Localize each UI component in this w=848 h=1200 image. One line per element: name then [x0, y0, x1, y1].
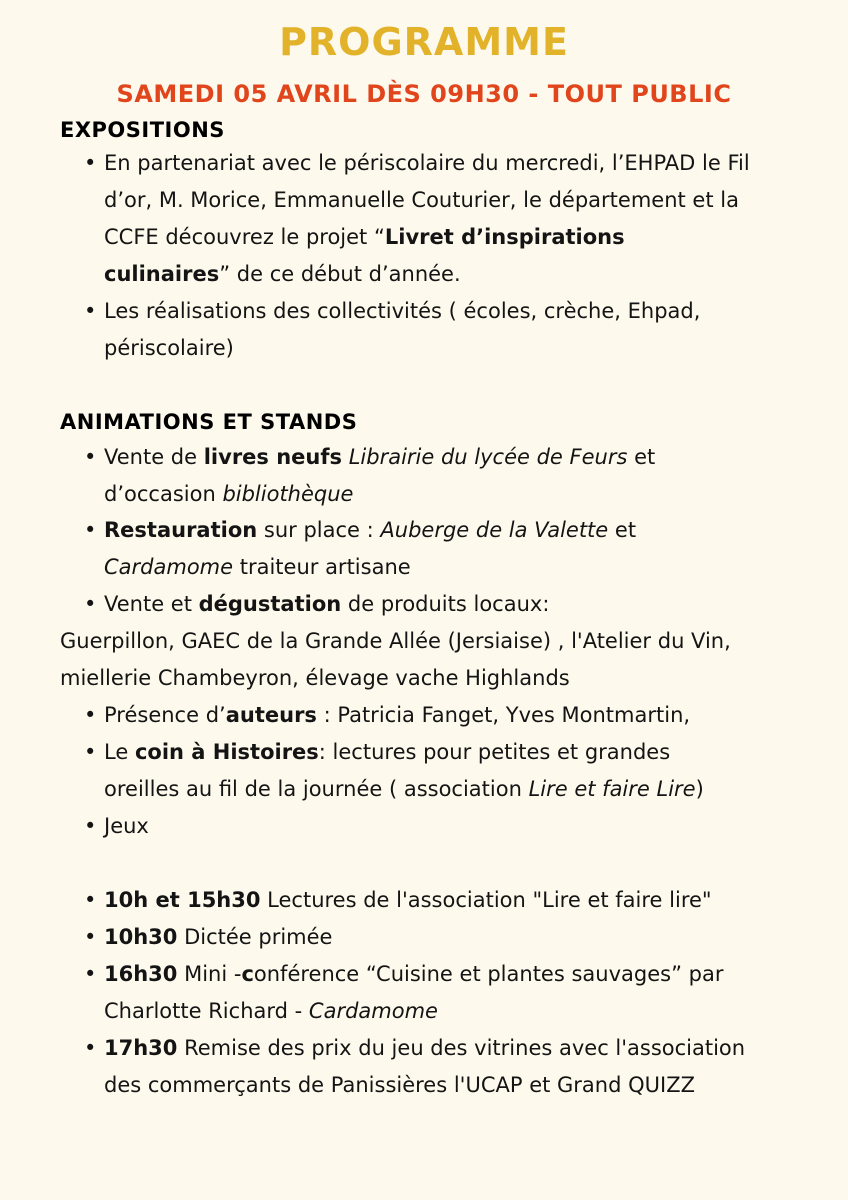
item-text: traiteur artisane — [233, 555, 411, 579]
list-item — [104, 443, 655, 471]
project-name: Livret d’inspirations — [384, 225, 625, 249]
section-heading-animations: ANIMATIONS ET STANDS — [60, 410, 358, 434]
item-text-continued — [104, 223, 625, 251]
schedule-text: Mini - — [177, 962, 242, 986]
item-text-continued: périscolaire) — [104, 336, 234, 360]
schedule-text: Charlotte Richard - — [104, 999, 309, 1023]
spacer — [342, 445, 349, 469]
schedule-item — [104, 923, 332, 951]
item-text: de produits locaux: — [341, 592, 550, 616]
item-italic: Librairie du lycée de Feurs — [348, 445, 628, 469]
schedule-time: 16h30 — [104, 962, 178, 986]
producer-list: Guerpillon, GAEC de la Grande Allée (Jersiaise) , l'Atelier du Vin, — [60, 629, 731, 653]
item-highlight: dégustation — [198, 592, 342, 616]
item-text: et — [627, 445, 656, 469]
item-text: Présence d’ — [104, 703, 226, 727]
list-item — [104, 738, 670, 766]
item-text: Les réalisations des collectivités ( écoles, crèche, Ehpad, — [104, 299, 701, 323]
schedule-time: 10h30 — [104, 925, 178, 949]
schedule-text: Dictée primée — [177, 925, 333, 949]
schedule-item — [104, 886, 712, 914]
item-text: ” de ce début d’année. — [219, 262, 461, 286]
item-text: ) — [695, 777, 704, 801]
project-name: culinaires — [104, 262, 220, 286]
item-text-continued — [104, 260, 461, 288]
list-item — [104, 516, 636, 544]
item-text: Vente et — [104, 592, 199, 616]
item-highlight: Restauration — [104, 518, 258, 542]
schedule-text-bold: c — [241, 962, 254, 986]
item-text-continued — [104, 480, 353, 508]
list-item — [104, 149, 750, 177]
item-highlight: auteurs — [225, 703, 317, 727]
item-italic: Lire et faire Lire — [528, 777, 696, 801]
schedule-text: Lectures de l'association "Lire et faire lire" — [260, 888, 712, 912]
item-italic: Cardamome — [104, 555, 234, 579]
item-text: sur place : — [257, 518, 381, 542]
schedule-text: Remise des prix du jeu des vitrines avec l'association — [177, 1036, 746, 1060]
item-text-continued — [104, 775, 704, 803]
item-highlight: coin à Histoires — [134, 740, 319, 764]
schedule-text: onférence “Cuisine et plantes sauvages” par — [253, 962, 724, 986]
item-italic: Cardamome — [308, 999, 438, 1023]
list-item — [104, 701, 690, 729]
list-item — [104, 590, 549, 618]
schedule-item — [104, 960, 723, 988]
item-text: Vente de — [104, 445, 204, 469]
item-highlight: livres neufs — [203, 445, 343, 469]
item-text: d’occasion — [104, 482, 223, 506]
item-italic: Auberge de la Valette — [380, 518, 609, 542]
item-text: oreilles au fil de la journée ( association — [104, 777, 529, 801]
schedule-item — [104, 1034, 745, 1062]
item-text: Le — [104, 740, 135, 764]
item-text-continued — [104, 553, 411, 581]
item-text: : lectures pour petites et grandes — [318, 740, 671, 764]
schedule-time: 17h30 — [104, 1036, 178, 1060]
item-text: CCFE découvrez le projet “ — [104, 225, 385, 249]
list-item — [104, 812, 149, 840]
schedule-text-continued: des commerçants de Panissières l'UCAP et Grand QUIZZ — [104, 1073, 695, 1097]
list-item — [104, 297, 700, 325]
page-title: PROGRAMME — [279, 20, 569, 64]
item-text: En partenariat avec le périscolaire du mercredi, l’EHPAD le Fil — [104, 151, 750, 175]
item-italic: bibliothèque — [222, 482, 354, 506]
schedule-time: 10h et 15h30 — [104, 888, 261, 912]
schedule-text-continued — [104, 997, 438, 1025]
event-date-subtitle: SAMEDI 05 AVRIL DÈS 09H30 - TOUT PUBLIC — [116, 80, 732, 108]
item-text: Jeux — [104, 814, 149, 838]
item-text-continued: d’or, M. Morice, Emmanuelle Couturier, le département et la — [104, 188, 739, 212]
producer-list: miellerie Chambeyron, élevage vache Highlands — [60, 666, 570, 690]
item-text: et — [608, 518, 637, 542]
section-heading-expositions: EXPOSITIONS — [60, 118, 225, 142]
item-text: : Patricia Fanget, Yves Montmartin, — [316, 703, 691, 727]
